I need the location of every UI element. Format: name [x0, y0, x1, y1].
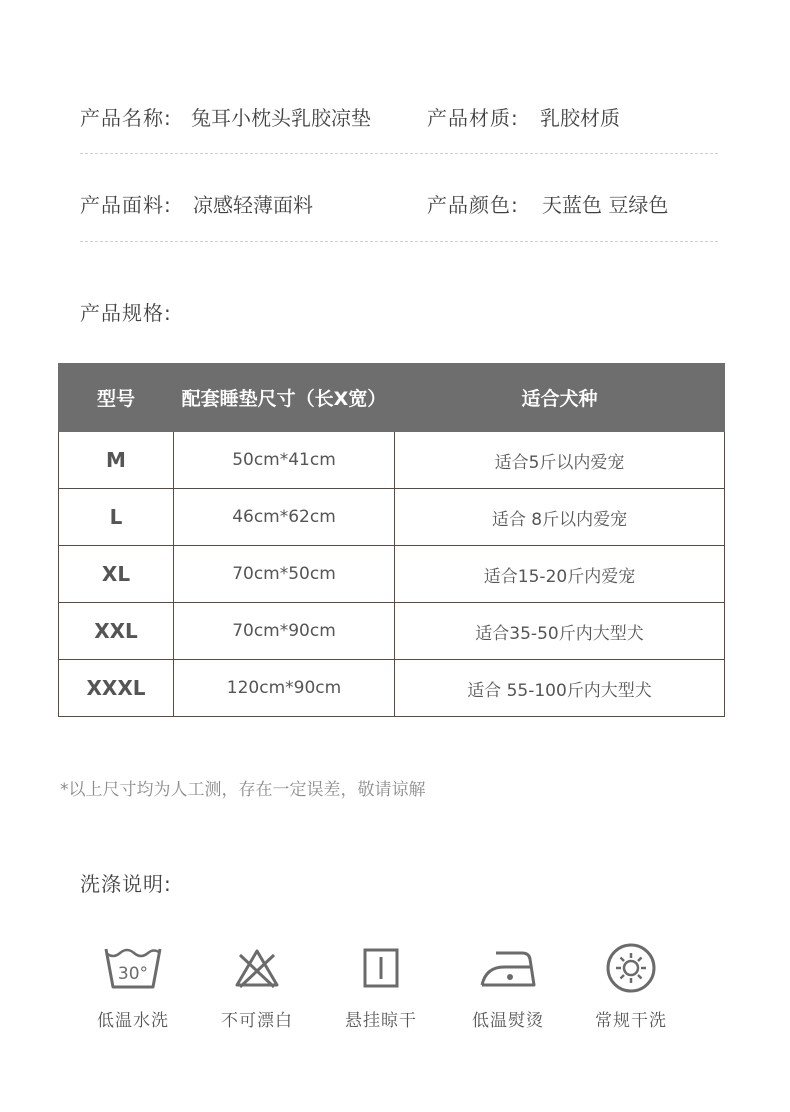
dimension-cell: 120cm*90cm — [174, 660, 395, 717]
fabric-label: 产品面料: — [80, 193, 172, 217]
table-row — [59, 489, 725, 546]
table-header-row — [59, 364, 725, 432]
low-iron-icon — [448, 938, 568, 998]
dimension-cell: 50cm*41cm — [174, 432, 395, 489]
hang-dry-icon — [321, 938, 441, 998]
wash-label: 不可漂白 — [221, 1011, 293, 1031]
wash-item-low-temp — [73, 938, 193, 1031]
table-row — [59, 432, 725, 489]
header-breed: 适合犬种 — [395, 364, 725, 432]
wash-label: 常规干洗 — [595, 1011, 667, 1031]
wash-label: 低温熨烫 — [472, 1011, 544, 1031]
fabric-value: 凉感轻薄面料 — [193, 193, 313, 217]
table-row — [59, 660, 725, 717]
wash-item-dry-clean — [571, 938, 691, 1031]
wash-30-icon — [73, 938, 193, 998]
wash-label: 悬挂晾干 — [345, 1011, 417, 1031]
wash-temp-text: 30° — [117, 964, 149, 984]
size-cell: XXXL — [59, 660, 174, 717]
color-value: 天蓝色 豆绿色 — [542, 193, 669, 217]
color-label: 产品颜色: — [427, 193, 519, 217]
wash-label: 低温水洗 — [97, 1011, 169, 1031]
table-row — [59, 603, 725, 660]
wash-item-hang-dry — [321, 938, 441, 1031]
material-label: 产品材质: — [427, 106, 519, 130]
material-value: 乳胶材质 — [540, 106, 620, 130]
breed-cell: 适合15-20斤内爱宠 — [395, 546, 725, 603]
breed-cell: 适合 8斤以内爱宠 — [395, 489, 725, 546]
size-cell: M — [59, 432, 174, 489]
no-bleach-icon — [197, 938, 317, 998]
dimension-cell: 70cm*50cm — [174, 546, 395, 603]
dimension-cell: 46cm*62cm — [174, 489, 395, 546]
header-size: 配套睡垫尺寸（长X宽） — [174, 364, 395, 432]
wash-item-low-iron — [448, 938, 568, 1031]
divider-2 — [80, 241, 718, 242]
wash-title: 洗涤说明: — [80, 872, 172, 896]
breed-cell: 适合35-50斤内大型犬 — [395, 603, 725, 660]
spec-table — [58, 363, 725, 717]
size-cell: XL — [59, 546, 174, 603]
dimension-cell: 70cm*90cm — [174, 603, 395, 660]
size-cell: XXL — [59, 603, 174, 660]
name-value: 兔耳小枕头乳胶凉垫 — [191, 106, 371, 130]
spec-title: 产品规格: — [80, 301, 172, 325]
wash-item-no-bleach — [197, 938, 317, 1031]
breed-cell: 适合 55-100斤内大型犬 — [395, 660, 725, 717]
size-cell: L — [59, 489, 174, 546]
dry-clean-icon — [571, 938, 691, 998]
info-row-2 — [80, 189, 718, 249]
header-model: 型号 — [59, 364, 174, 432]
breed-cell: 适合5斤以内爱宠 — [395, 432, 725, 489]
divider-1 — [80, 153, 718, 154]
table-row — [59, 546, 725, 603]
name-label: 产品名称: — [80, 106, 172, 130]
measurement-note: *以上尺寸均为人工测，存在一定误差，敬请谅解 — [60, 780, 426, 800]
